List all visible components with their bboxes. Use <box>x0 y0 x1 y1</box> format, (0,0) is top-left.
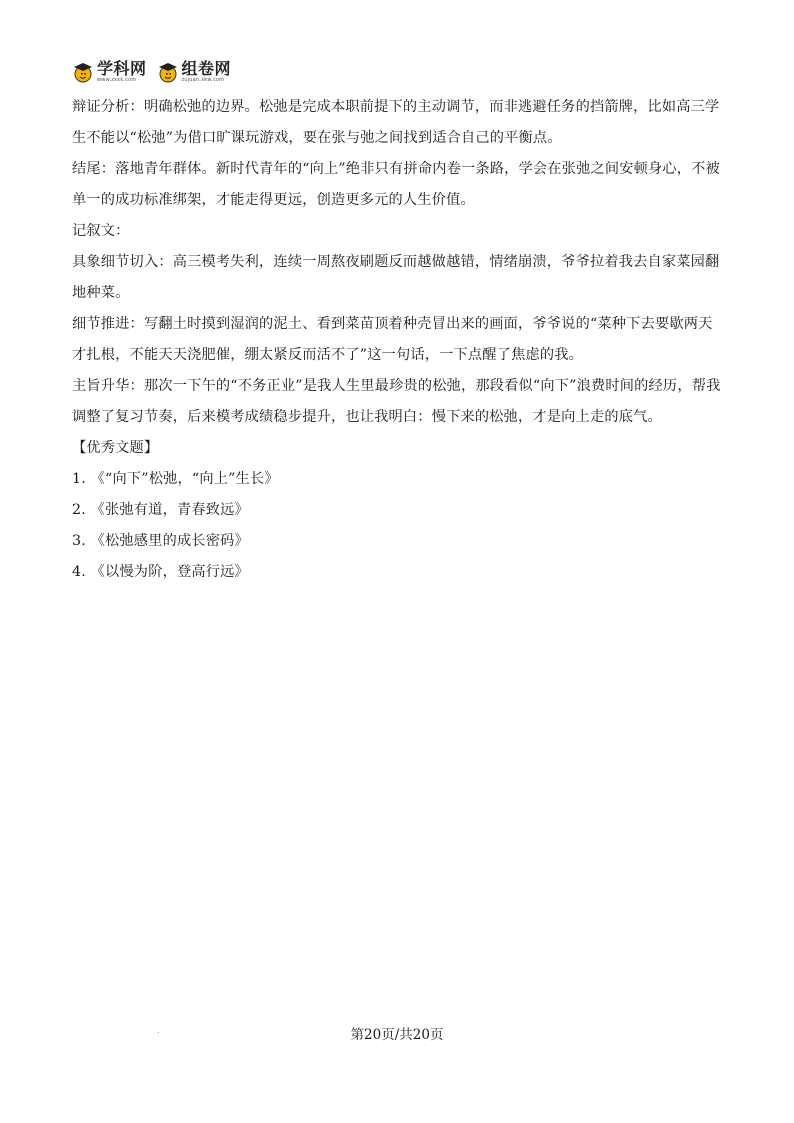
graduate-face-icon <box>157 61 179 83</box>
title-list-item: 1. 《“向下”松弛，“向上”生长》 <box>72 471 279 487</box>
xuekewang-logo <box>72 61 147 83</box>
paragraph-ending: 结尾：落地青年群体。新时代青年的“向上”绝非只有拼命内卷一条路，学会在张弛之间安顿身心，不被单一的成功标准绑架，才能走得更远，创造更多元的人生价值。 <box>72 161 720 208</box>
document-body <box>72 92 724 588</box>
title-list-item: 4. 《以慢为阶，登高行远》 <box>72 564 249 580</box>
header-logos <box>72 58 231 86</box>
stray-dot: . <box>157 1026 160 1035</box>
paragraph-theme-elevation: 主旨升华：那次一下午的“不务正业”是我人生里最珍贵的松弛，那段看似“向下”浪费时间的经历，帮我调整了复习节奏，后来模考成绩稳步提升，也让我明白：慢下来的松弛，才是向上走的底气。 <box>72 378 721 425</box>
paragraph-narrative-heading: 记叙文： <box>72 223 130 239</box>
page-number: 第20页/共20页 <box>350 1027 444 1043</box>
title-list-item: 3. 《松弛感里的成长密码》 <box>72 533 249 549</box>
paragraph-detail-progression: 细节推进：写翻土时摸到湿润的泥土、看到菜苗顶着种壳冒出来的画面，爷爷说的“菜种下去要歇两天才扎根，不能天天浇肥催，绷太紧反而活不了”这一句话，一下点醒了焦虑的我。 <box>72 316 713 363</box>
graduate-face-icon <box>72 61 94 83</box>
section-heading-excellent-titles: 【优秀文题】 <box>72 440 159 456</box>
zujuanwang-logo <box>157 61 232 83</box>
logo-url: www.zxxk.com <box>97 77 137 83</box>
logo-url: zujuan.xkw.com <box>181 77 225 83</box>
title-list-item: 2. 《张弛有道，青春致远》 <box>72 502 249 518</box>
logo-name: 组卷网 <box>181 59 232 78</box>
logo-name: 学科网 <box>97 59 147 78</box>
paragraph-dialectical-analysis: 辩证分析：明确松弛的边界。松弛是完成本职前提下的主动调节，而非逃避任务的挡箭牌，比如高三学生不能以“松弛”为借口旷课玩游戏，要在张与弛之间找到适合自己的平衡点。 <box>72 99 720 146</box>
paragraph-concrete-detail: 具象细节切入：高三模考失利，连续一周熬夜刷题反而越做越错，情绪崩溃，爷爷拉着我去自家菜园翻地种菜。 <box>72 254 720 301</box>
